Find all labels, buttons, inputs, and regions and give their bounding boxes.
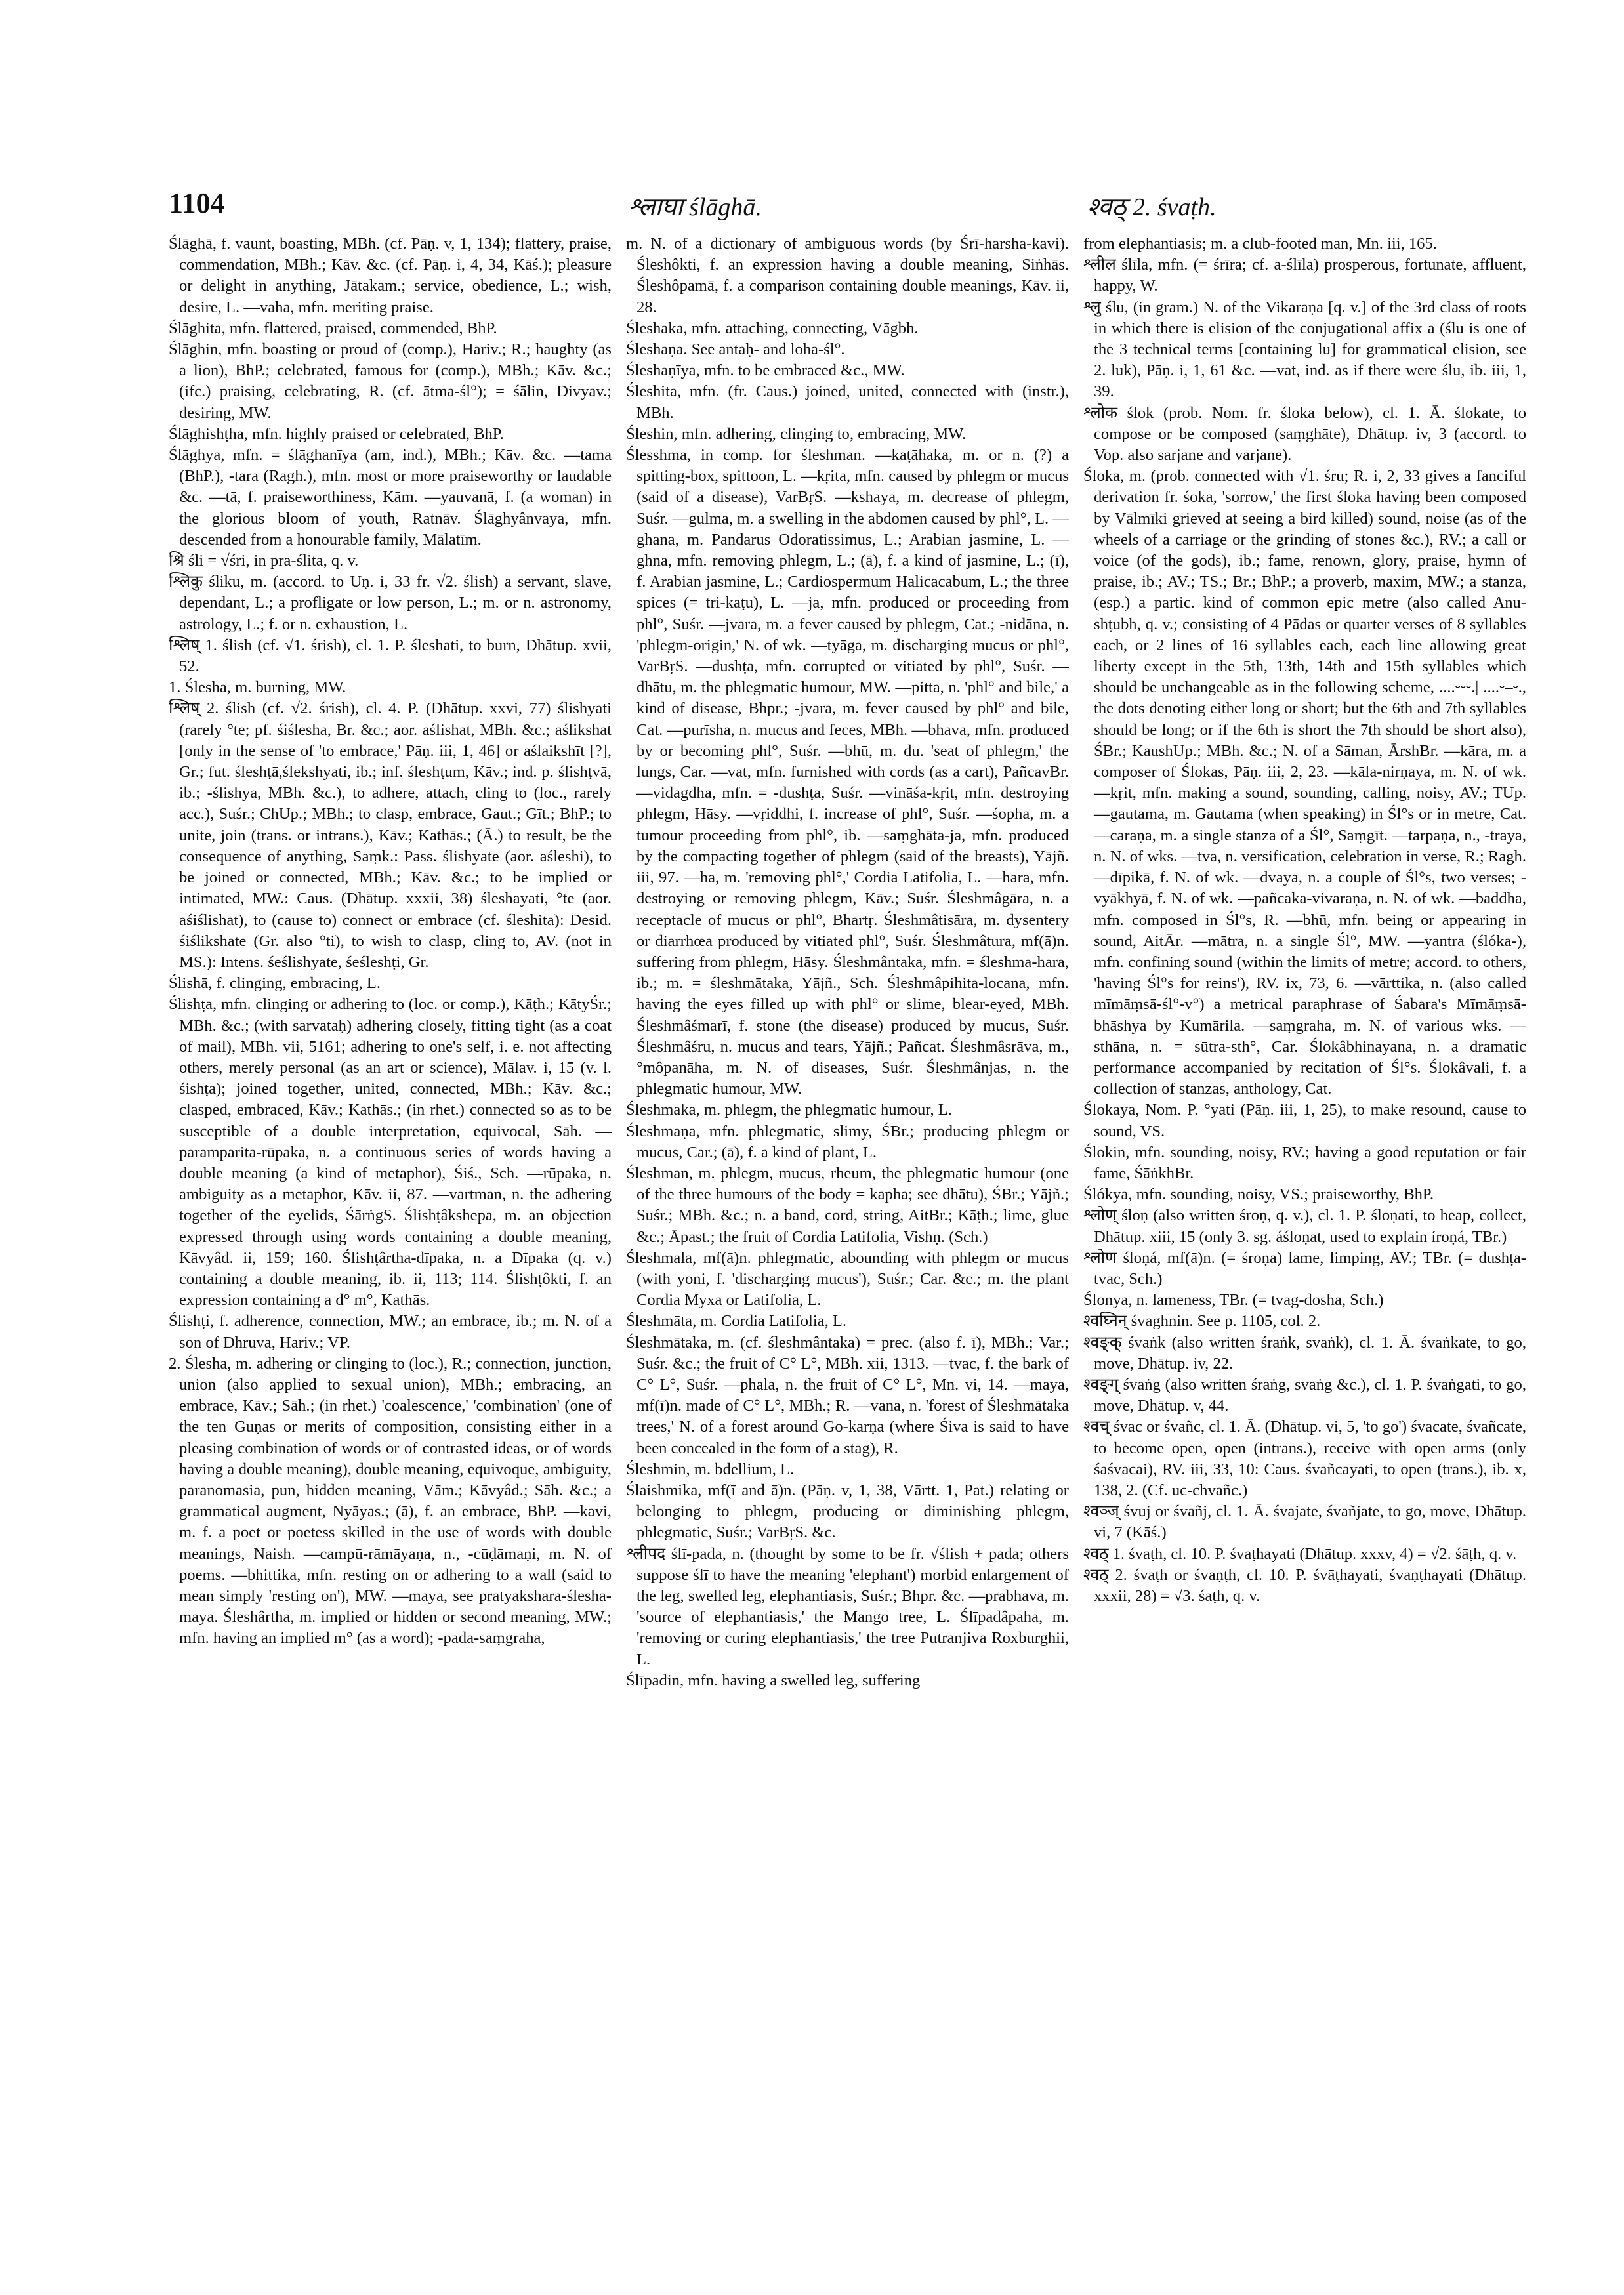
dictionary-entry: Ślonya, n. lameness, TBr. (= tvag-dosha, Sch.): [1083, 1291, 1384, 1310]
dictionary-entry: Ślāghya, mfn. = ślāghanīya (am, ind.), MBh.; Kāv. &c. —tama (BhP.), -tara (Ragh.), mfn. most or more praiseworthy or laudable &c. —tā, f. praiseworthiness, Kām. —yauvanā, f. (a woman) in the glorious bloom of youth, Ratnāv. Ślāghyânvaya, mfn. descended from a honourable family, Mālatīm.: [169, 446, 612, 548]
dictionary-entry: श्लोण् śloṇ (also written śroṇ, q. v.), cl. 1. P. śloṇati, to heap, collect, Dhātup. xiii, 15 (only 3. sg. áśloṇat, used to explain íroṇá, TBr.): [1083, 1207, 1526, 1246]
dictionary-entry: Ślesshma, in comp. for śleshman. —kaṭāhaka, m. or n. (?) a spitting-box, spittoon, L. —kṛita, mfn. caused by phlegm or mucus (said of a disease), VarBṛS. —kshaya, m. decrease of phlegm, Suśr. —gulma, m. a swelling in the abdomen caused by phl°, L. —ghana, m. Pandarus Odoratissimus, L.; Arabian jasmine, L. —ghna, mfn. removing phlegm, L.; (ā), f. a kind of jasmine, L.; (ī), f. Arabian jasmine, L.; Cardiospermum Halicacabum, L.; the three spices (= tri-kaṭu), L. —ja, mfn. produced or proceeding from phl°, Suśr. —jvara, m. a fever caused by phlegm, Cat.; -nidāna, n. 'phlegm-origin,' N. of wk. —tyāga, m. discharging mucus or phl°, VarBṛS. —dushṭa, mfn. corrupted or vitiated by phl°, Suśr. —dhātu, m. the phlegmatic humour, MW. —pitta, n. 'phl° and bile,' a kind of disease, Bhpr.; -jvara, m. fever caused by phl° and bile, Cat. —purīsha, n. mucus and feces, MBh. —bhava, mfn. produced by or becoming phl°, Suśr. —bhū, m. du. 'seat of phlegm,' the lungs, Car. —vat, mfn. furnished with cords (as a cart), PañcavBr. —vidagdha, mfn. = -dushṭa, Suśr. —vināśa-kṛit, mfn. destroying phlegm, Hāsy. —vṛiddhi, f. increase of phl°, Suśr. —śopha, m. a tumour proceeding from phl°, ib. —saṃghāta-ja, mfn. produced by the compacting together of phlegm (said of the breasts), Yājñ. iii, 97. —ha, m. 'removing phl°,' Cordia Latifolia, L. —hara, mfn. destroying or removing phlegm, Kāv.; Suśr. Śleshmâgāra, n. a receptacle of mucus or phl°, Bhartṛ. Śleshmâtisāra, m. dysentery or diarrhœa produced by vitiated phl°, Suśr. Śleshmâtura, mf(ā)n. suffering from phlegm, Hāsy. Śleshmântaka, mfn. = śleshma-hara, ib.; m. = śleshmātaka, Yājñ., Sch. Śleshmâpihita-locana, mfn. having the eyes filled up with phl° or slime, blear-eyed, MBh. Śleshmâśmarī, f. stone (the disease) produced by mucus, Suśr. Śleshmâśru, n. mucus and tears, Yājñ.; Pañcat. Śleshmâsrāva, m., °môpanāha, m. N. of diseases, Suśr. Śleshmânjas, n. the phlegmatic humour, MW.: [626, 446, 1069, 1098]
dictionary-entry: Śleshman, m. phlegm, mucus, rheum, the phlegmatic humour (one of the three humours of the body = kapha; see dhātu), ŚBr.; Yājñ.; Suśr.; MBh. &c.; n. a band, cord, string, AitBr.; Kāṭh.; lime, glue &c.; Āpast.; the fruit of Cordia Latifolia, Vishṇ. (Sch.): [626, 1164, 1069, 1246]
dictionary-entry: श्लु ślu, (in gram.) N. of the Vikaraṇa [q. v.] of the 3rd class of roots in which there is elision of the conjugational affix a (ślu is one of the 3 technical terms [containing lu] for grammatical elision, see 2. luk), Pāṇ. i, 1, 61 &c. —vat, ind. as if there were ślu, ib. iii, 1, 39.: [1083, 298, 1526, 401]
dictionary-entry: Śleshita, mfn. (fr. Caus.) joined, united, connected with (instr.), MBh.: [626, 382, 1069, 422]
dictionary-entry: Ślishā, f. clinging, embracing, L.: [169, 974, 381, 993]
dictionary-entry: श्वठ् 2. śvaṭh or śvaṇṭh, cl. 10. P. śvāṭhayati, śvaṇṭhayati (Dhātup. xxxii, 28) = √3. śaṭh, q. v.: [1083, 1565, 1526, 1605]
dictionary-entry: 1. Ślesha, m. burning, MW.: [169, 678, 346, 697]
dictionary-entry: m. N. of a dictionary of ambiguous words (by Śrī-harsha-kavi). Śleshôkti, f. an expression having a double meaning, Siṅhās. Śleshôpamā, f. a comparison containing double meanings, Kāv. ii, 28.: [626, 235, 1069, 316]
text-columns: [169, 234, 1527, 2248]
left-running-head: श्लाघा ślāghā.: [628, 194, 762, 221]
dictionary-entry: Ślīpadin, mfn. having a swelled leg, suffering: [626, 1671, 921, 1689]
dictionary-entry: Ślāghā, f. vaunt, boasting, MBh. (cf. Pāṇ. v, 1, 134); flattery, praise, commendation, MBh.; Kāv. &c. (cf. Pāṇ. i, 4, 34, Kāś.); pleasure or delight in anything, Jātakam.; service, obedience, L.; wish, desire, L. —vaha, mfn. meriting praise.: [169, 235, 612, 316]
dictionary-entry: श्रि śli = √śri, in pra-ślita, q. v.: [169, 552, 359, 570]
dictionary-entry: श्लोक ślok (prob. Nom. fr. śloka below), cl. 1. Ā. ślokate, to compose or be composed (saṃghāte), Dhātup. iv, 3 (accord. to Vop. also sarjane and varjane).: [1083, 403, 1526, 465]
dictionary-entry: Śleshaṇa. See antaḥ- and loha-śl°.: [626, 341, 845, 359]
dictionary-entry: Ślishṭi, f. adherence, connection, MW.; an embrace, ib.; m. N. of a son of Dhruva, Hariv.; VP.: [169, 1312, 612, 1352]
dictionary-entry: श्लील ślīla, mfn. (= śrīra; cf. a-ślīla) prosperous, fortunate, affluent, happy, W.: [1083, 256, 1526, 295]
dictionary-entry: श्लिकु śliku, m. (accord. to Uṇ. i, 33 fr. √2. ślish) a servant, slave, dependant, L.; a profligate or low person, L.; m. or n. astronomy, astrology, L.; f. or n. exhaustion, L.: [169, 573, 612, 633]
dictionary-entry: Ślāghishṭha, mfn. highly praised or celebrated, BhP.: [169, 424, 504, 443]
dictionary-entry: Ślokaya, Nom. P. °yati (Pāṇ. iii, 1, 25), to make resound, cause to sound, VS.: [1083, 1101, 1526, 1140]
dictionary-entry: श्लिष् 1. ślish (cf. √1. śrish), cl. 1. P. śleshati, to burn, Dhātup. xvii, 52.: [169, 636, 612, 676]
dictionary-entry: Śleshaka, mfn. attaching, connecting, Vāgbh.: [626, 319, 919, 337]
dictionary-entry: श्वङ्ग् śvaṅg (also written śraṅg, svaṅg &c.), cl. 1. P. śvaṅgati, to go, move, Dhātup. v, 44.: [1083, 1375, 1526, 1415]
dictionary-entry: Śleshmala, mf(ā)n. phlegmatic, abounding with phlegm or mucus (with yoni, f. 'discharging mucus'), Suśr.; Car. &c.; m. the plant Cordia Myxa or Latifolia, L.: [626, 1249, 1069, 1310]
dictionary-entry: श्वघ्निन् śvaghnin. See p. 1105, col. 2.: [1083, 1312, 1321, 1331]
dictionary-entry: Śleshmin, m. bdellium, L.: [626, 1460, 795, 1478]
dictionary-entry: Śleshmāta, m. Cordia Latifolia, L.: [626, 1312, 847, 1331]
dictionary-entry: श्वङ्क् śvaṅk (also written śraṅk, svaṅk), cl. 1. Ā. śvaṅkate, to go, move, Dhātup. iv, 22.: [1083, 1333, 1526, 1373]
dictionary-entry: श्वच् śvac or śvañc, cl. 1. Ā. (Dhātup. vi, 5, 'to go') śvacate, śvañcate, to become open, open (intrans.), receive with open arms (only śaśvacai), RV. iii, 33, 10: Caus. śvañcayati, to open (trans.), ib. x, 138, 2. (Cf. uc-chvañc.): [1083, 1418, 1526, 1499]
dictionary-entry: Śleshaṇīya, mfn. to be embraced &c., MW.: [626, 362, 905, 380]
dictionary-entry: श्लिष् 2. ślish (cf. √2. śrish), cl. 4. P. (Dhātup. xxvi, 77) ślishyati (rarely °te; pf. śiślesha, Br. &c.; aor. aślishat, MBh. &c.; aślikshat [only in the sense of 'to embrace,' Pāṇ. iii, 1, 46] or aślaikshīt [?], Gr.; fut. śleshṭā,ślekshyati, ib.; inf. śleshṭum, Kāv.; ind. p. ślishṭvā, ib.; -ślishya, MBh. &c.), to adhere, attach, cling to (loc., rarely acc.), Suśr.; ChUp.; MBh.; to clasp, embrace, Gaut.; Gīt.; BhP.; to unite, join (trans. or intrans.), Kāv.; Kathās.; (Ā.) to result, be the consequence of anything, Saṃk.: Pass. ślishyate (aor. aśleshi), to be joined or connected, MBh.; Kāv. &c.; to be implied or intimated, MW.: Caus. (Dhātup. xxxii, 38) śleshayati, °te (aor. aśiślishat), to (cause to) connect or embrace (cf. śleshita): Desid. śiślikshate (Gr. also °ti), to wish to clasp, cling to, AV. (not in MS.): Intens. śeślishyate, śeśleshṭi, Gr.: [169, 699, 612, 971]
dictionary-entry: श्लीपद ślī-pada, n. (thought by some to be fr. √ślish + pada; others suppose ślī to have the meaning 'elephant') morbid enlargement of the leg, swelled leg, elephantiasis, Suśr.; Bhpr. &c. —prabhava, m. 'source of elephantiasis,' the Mango tree, L. Ślīpadâpaha, m. 'removing or curing elephantiasis,' the tree Putranjiva Roxburghii, L.: [626, 1544, 1069, 1668]
column-right: [1083, 234, 1526, 2248]
dictionary-entry: Ślāghita, mfn. flattered, praised, commended, BhP.: [169, 319, 497, 337]
page-header: [169, 186, 1519, 228]
dictionary-entry: Śleshmaṇa, mfn. phlegmatic, slimy, ŚBr.; producing phlegm or mucus, Car.; (ā), f. a kind of plant, L.: [626, 1122, 1069, 1161]
dictionary-entry: Ślokin, mfn. sounding, noisy, RV.; having a good reputation or fair fame, ŚāṅkhBr.: [1083, 1143, 1526, 1182]
dictionary-entry: 2. Ślesha, m. adhering or clinging to (loc.), R.; connection, junction, union (also applied to sexual union), MBh.; embracing, an embrace, Kāv.; Sāh.; (in rhet.) 'coalescence,' 'combination' (one of the ten Guṇas or merits of composition, consisting either in a pleasing combination of words or of contrasted ideas, or of words having a double meaning), double meaning, equivoque, ambiguity, paranomasia, pun, hidden meaning, Vām.; Kāvyâd.; Sāh. &c.; a grammatical augment, Nyāyas.; (ā), f. an embrace, BhP. —kavi, m. f. a poet or poetess skilled in the use of words with double meanings, Naish. —campū-rāmāyaṇa, n., -cūḍāmaṇi, m. N. of poems. —bhittika, mfn. resting on or adhering to a wall (said to mean simply 'resting on'), MW. —maya, see pratyakshara-ślesha-maya. Śleshârtha, m. implied or hidden or second meaning, MW.; mfn. having an implied m° (as a word); -pada-saṃgraha,: [169, 1354, 612, 1647]
right-running-head: श्वठ् 2. śvaṭh.: [1087, 194, 1217, 221]
dictionary-entry: Ślishṭa, mfn. clinging or adhering to (loc. or comp.), Kāṭh.; KātyŚr.; MBh. &c.; (with sarvataḥ) adhering closely, fitting tight (as a coat of mail), MBh. vii, 5161; adhering to one's self, i. e. not affecting others, merely personal (as an art or science), Mālav. i, 15 (v. l. śishṭa); joined together, united, connected, MBh.; Kāv. &c.; clasped, embraced, Kāv.; Kathās.; (in rhet.) connected so as to be susceptible of a double interpretation, equivocal, Sāh. —paramparita-rūpaka, n. a continuous series of words having a double meaning (a kind of metaphor), Śiś., Sch. —rūpaka, n. ambiguity as a metaphor, Kāv. ii, 87. —vartman, n. the adhering together of the eyelids, ŚārṅgS. Ślishṭâkshepa, m. an objection expressed through using words containing a double meaning, Kāvyâd. ii, 159; 160. Ślishṭârtha-dīpaka, n. a Dīpaka (q. v.) containing a double meaning, ib. ii, 113; 114. Ślishṭôkti, f. an expression containing a d° m°, Kathās.: [169, 995, 612, 1310]
dictionary-entry: Ślaishmika, mf(ī and ā)n. (Pāṇ. v, 1, 38, Vārtt. 1, Pat.) relating or belonging to phlegm, producing or diminishing phlegm, phlegmatic, Suśr.; VarBṛS. &c.: [626, 1481, 1069, 1542]
dictionary-entry: Śleshmaka, m. phlegm, the phlegmatic humour, L.: [626, 1101, 952, 1119]
column-left: [169, 234, 612, 2248]
dictionary-entry: Ślókya, mfn. sounding, noisy, VS.; praiseworthy, BhP.: [1083, 1186, 1434, 1204]
dictionary-entry: Śleshin, mfn. adhering, clinging to, embracing, MW.: [626, 424, 967, 443]
page-number: 1104: [169, 187, 225, 219]
dictionary-entry: from elephantiasis; m. a club-footed man, Mn. iii, 165.: [1083, 235, 1437, 253]
dictionary-entry: श्वठ् 1. śvaṭh, cl. 10. P. śvaṭhayati (Dhātup. xxxv, 4) = √2. śāṭh, q. v.: [1083, 1544, 1517, 1563]
dictionary-entry: Śleshmātaka, m. (cf. śleshmântaka) = prec. (also f. ī), MBh.; Var.; Suśr. &c.; the fruit of C° L°, MBh. xii, 1313. —tvac, f. the bark of C° L°, Suśr. —phala, n. the fruit of C° L°, Mn. vi, 14. —maya, mf(ī)n. made of C° L°, MBh.; R. —vana, n. 'forest of Śleshmātaka trees,' N. of a forest around Go-karṇa (where Śiva is said to have been concealed in the form of a stag), R.: [626, 1333, 1069, 1457]
dictionary-entry: Śloka, m. (prob. connected with √1. śru; R. i, 2, 33 gives a fanciful derivation fr. śoka, 'sorrow,' the first śloka having been composed by Vālmīki grieved at seeing a bird killed) sound, noise (as of the wheels of a carriage or the grinding of stones &c.), RV.; a call or voice (of the gods), ib.; fame, renown, glory, praise, hymn of praise, ib.; AV.; TS.; Br.; BhP.; a proverb, maxim, MW.; a stanza, (esp.) a partic. kind of common epic metre (also called Anu-shṭubh, q. v.; consisting of 4 Pādas or quarter verses of 8 syllables each, or 2 lines of 16 syllables each, each line allowing great liberty except in the 5th, 13th, 14th and 15th syllables which should be unchangeable as in the following scheme, ....⏑⏑⏑.| ....⏑–⏑., the dots denoting either long or short; but the 6th and 7th syllables should be long; or if the 6th is short the 7th should be short also), ŚBr.; KaushUp.; MBh. &c.; N. of a Sāman, ĀrshBr. —kāra, m. a composer of Ślokas, Pāṇ. iii, 2, 23. —kāla-nirṇaya, m. N. of wk. —kṛit, mfn. making a sound, sounding, calling, noisy, AV.; TUp. —gautama, m. Gautama (when speaking) in Śl°s or in metre, Cat. —caraṇa, m. a single stanza of a Śl°, Saṃgīt. —tarpaṇa, n., -traya, n. N. of wks. —tva, n. versification, celebration in verse, R.; Ragh. —dīpikā, f. N. of wk. —dvaya, n. a couple of Śl°s, two verses; -vyākhyā, f. N. of wk. —pañcaka-vivaraṇa, n. N. of wk. —baddha, mfn. composed in Śl°s, R. —bhū, mfn. being or appearing in sound, AitĀr. —mātra, n. a single Śl°, MW. —yantra (ślóka-), mfn. confining sound (within the limits of metre; accord. to others, 'having Śl°s for reins'), RV. ix, 73, 6. —vārttika, n. (also called mīmāṃsā-śl°-v°) a metrical paraphrase of Śabara's Mīmāṃsā-bhāshya by Kumārila. —saṃgraha, m. N. of various wks. —sthāna, n. = sūtra-sth°, Car. Ślokâbhinayana, n. a dramatic performance accompanied by recitation of Śl°s. Ślokâvali, f. a collection of stanzas, anthology, Cat.: [1083, 467, 1526, 1098]
column-middle: [626, 234, 1069, 2248]
dictionary-entry: श्वञ्ज् śvuj or śvañj, cl. 1. Ā. śvajate, śvañjate, to go, move, Dhātup. vi, 7 (Kāś.): [1083, 1502, 1526, 1542]
dictionary-entry: Ślāghin, mfn. boasting or proud of (comp.), Hariv.; R.; haughty (as a lion), BhP.; celebrated, famous for (comp.), MBh.; Kāv. &c.; (ifc.) praising, celebrating, R. (cf. ātma-śl°); = śālin, Divyav.; desiring, MW.: [169, 341, 612, 422]
dictionary-entry: श्लोण śloṇá, mf(ā)n. (= śroṇa) lame, limping, AV.; TBr. (= dushṭa-tvac, Sch.): [1083, 1249, 1526, 1288]
